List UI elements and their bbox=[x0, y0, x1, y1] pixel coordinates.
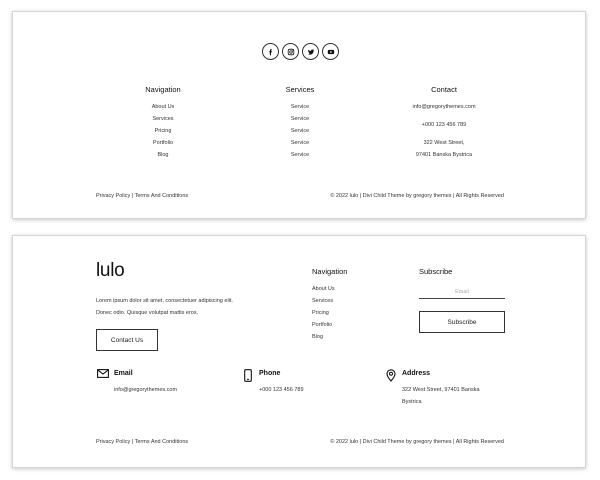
about-line: Donec odio. Quisque volutpat mattis eros. bbox=[96, 310, 199, 316]
info-email bbox=[96, 369, 177, 396]
terms-link[interactable]: Terms And Conditions bbox=[134, 439, 189, 445]
nav-link-about[interactable]: About Us bbox=[312, 286, 335, 292]
footer-bottom-bar bbox=[96, 439, 504, 445]
twitter-link[interactable] bbox=[302, 43, 319, 60]
contact-email[interactable]: info@gregorythemes.com bbox=[412, 104, 476, 110]
facebook-link[interactable] bbox=[262, 43, 279, 60]
privacy-policy-link[interactable]: Privacy Policy bbox=[96, 193, 131, 199]
legal-links bbox=[96, 193, 188, 199]
legal-links bbox=[96, 439, 188, 445]
legal-separator: | bbox=[130, 439, 135, 445]
social-icons bbox=[262, 43, 339, 60]
site-logo[interactable]: lulo bbox=[96, 260, 125, 281]
twitter-icon bbox=[307, 48, 315, 56]
contact-phone[interactable]: +000 123 456 789 bbox=[421, 122, 467, 128]
contact-title: Contact bbox=[431, 85, 457, 94]
nav-link-services[interactable]: Services bbox=[312, 298, 334, 304]
footer-variant-centered bbox=[12, 11, 586, 219]
footer-bottom-bar bbox=[96, 193, 504, 199]
email-field[interactable] bbox=[419, 285, 505, 299]
nav-link-about[interactable]: About Us bbox=[151, 104, 175, 110]
info-phone bbox=[241, 369, 304, 396]
navigation-column bbox=[312, 267, 347, 343]
phone-icon bbox=[241, 369, 254, 382]
info-address-body bbox=[402, 369, 498, 408]
info-email-body bbox=[114, 369, 177, 396]
about-text bbox=[96, 295, 266, 319]
envelope-icon bbox=[96, 369, 109, 382]
facebook-icon bbox=[267, 48, 275, 56]
nav-link-portfolio[interactable]: Portfolio bbox=[312, 322, 333, 328]
info-email-text[interactable]: info@gregorythemes.com bbox=[114, 387, 178, 393]
instagram-link[interactable] bbox=[282, 43, 299, 60]
service-link[interactable]: Service bbox=[290, 152, 310, 158]
services-column bbox=[260, 85, 340, 161]
contact-address-line1: 322 West Street, bbox=[423, 140, 465, 146]
subscribe-column bbox=[419, 267, 505, 333]
info-phone-title: Phone bbox=[259, 370, 281, 377]
info-email-title: Email bbox=[114, 370, 133, 377]
copyright-text: © 2022 lulo | Divi Child Theme by gregory themes | All Rights Reserved bbox=[330, 439, 504, 445]
youtube-icon bbox=[327, 48, 335, 56]
navigation-column bbox=[123, 85, 203, 161]
youtube-link[interactable] bbox=[322, 43, 339, 60]
footer-variant-detailed bbox=[12, 235, 586, 468]
instagram-icon bbox=[287, 48, 295, 56]
copyright-text: © 2022 lulo | Divi Child Theme by gregory themes | All Rights Reserved bbox=[330, 193, 504, 199]
services-list bbox=[260, 101, 340, 161]
service-link[interactable]: Service bbox=[290, 128, 310, 134]
nav-link-blog[interactable]: Blog bbox=[157, 152, 169, 158]
info-address-text: 322 West Street, 97401 Banska Bystrica bbox=[402, 387, 480, 405]
nav-link-pricing[interactable]: Pricing bbox=[312, 310, 329, 316]
terms-link[interactable]: Terms And Conditions bbox=[134, 193, 189, 199]
subscribe-title: Subscribe bbox=[419, 267, 453, 276]
navigation-list bbox=[123, 101, 203, 161]
info-phone-text[interactable]: +000 123 456 789 bbox=[259, 387, 304, 393]
service-link[interactable]: Service bbox=[290, 140, 310, 146]
nav-link-pricing[interactable]: Pricing bbox=[154, 128, 172, 134]
nav-link-portfolio[interactable]: Portfolio bbox=[152, 140, 174, 146]
info-address-title: Address bbox=[402, 370, 431, 377]
contact-column bbox=[394, 85, 494, 161]
about-line: Lorem ipsum dolor sit amet, consectetuer adipiscing elit. bbox=[96, 298, 233, 304]
legal-separator: | bbox=[130, 193, 135, 199]
contact-us-button[interactable]: Contact Us bbox=[96, 329, 158, 351]
info-address bbox=[384, 369, 498, 408]
services-title: Services bbox=[285, 85, 315, 94]
navigation-title: Navigation bbox=[145, 85, 181, 94]
contact-address-line2: 97401 Banska Bystrica bbox=[415, 152, 473, 158]
privacy-policy-link[interactable]: Privacy Policy bbox=[96, 439, 131, 445]
service-link[interactable]: Service bbox=[290, 104, 310, 110]
navigation-list bbox=[312, 283, 347, 343]
info-phone-body bbox=[259, 369, 304, 396]
service-link[interactable]: Service bbox=[290, 116, 310, 122]
nav-link-blog[interactable]: Blog bbox=[312, 334, 324, 340]
subscribe-button[interactable]: Subscribe bbox=[419, 311, 505, 333]
map-pin-icon bbox=[384, 369, 397, 382]
contact-list bbox=[394, 101, 494, 161]
navigation-title: Navigation bbox=[312, 267, 348, 276]
nav-link-services[interactable]: Services bbox=[152, 116, 174, 122]
